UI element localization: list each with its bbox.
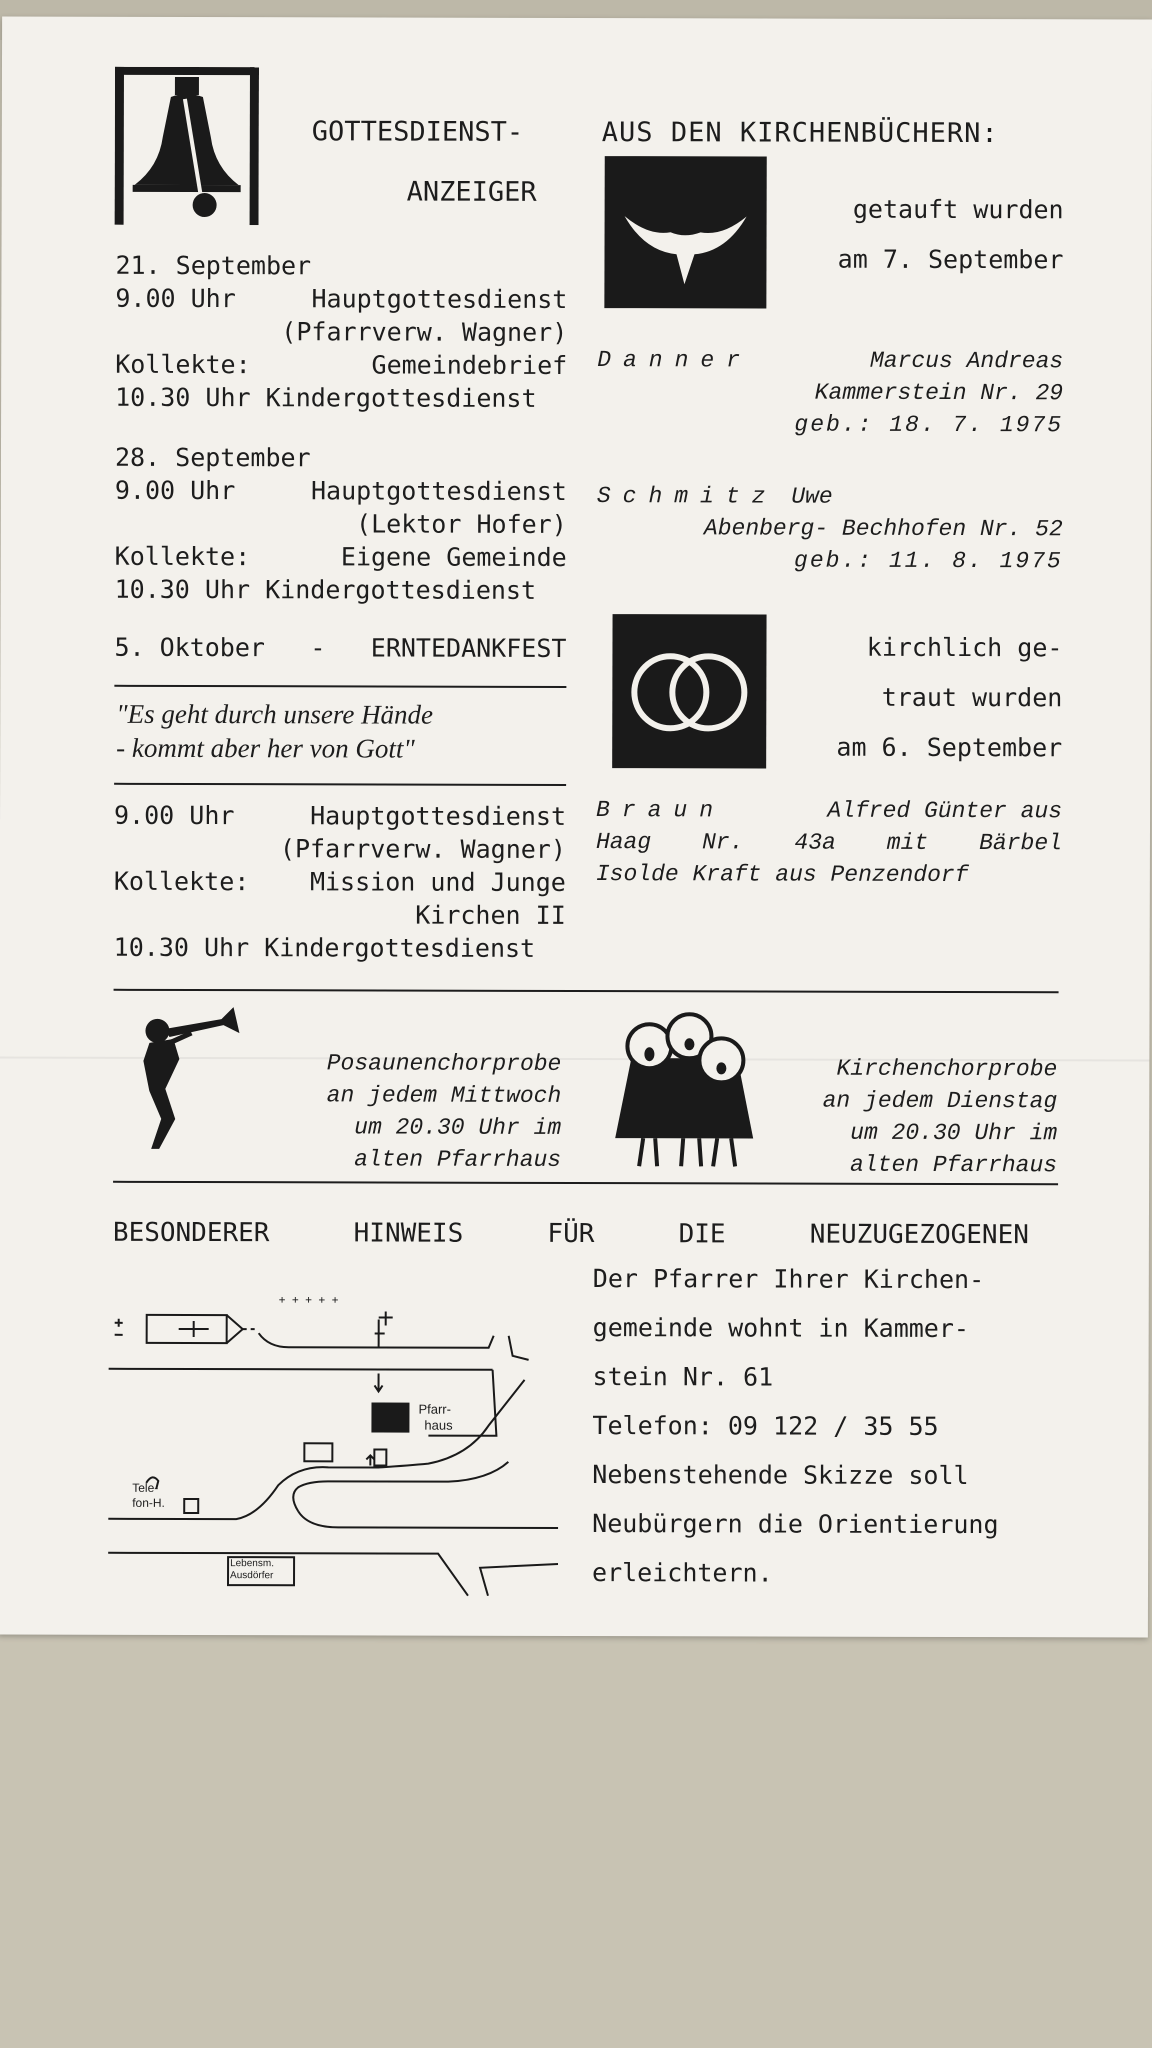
bell-icon: [115, 67, 259, 225]
choir-line-4: alten Pfarrhaus: [850, 1151, 1058, 1179]
notice-line: Nebenstehende Skizze soll: [592, 1460, 969, 1491]
grocery-label: [230, 1558, 274, 1582]
quote-line-1: "Es geht durch unsere Hände: [116, 698, 434, 730]
brass-line-2: an jedem Mittwoch: [326, 1082, 562, 1109]
notice-heading-word: NEUZUGEZOGENEN: [809, 1219, 1029, 1251]
wedding-line-3: Isolde Kraft aus Penzendorf: [595, 861, 969, 889]
wedding-word: Nr.: [702, 829, 744, 856]
wedding-word: Haag: [595, 829, 652, 856]
section-divider: [113, 1181, 1058, 1185]
service-leader: (Pfarrverw. Wagner): [281, 317, 568, 347]
service-leader: (Lektor Hofer): [356, 509, 567, 539]
harvest-date: 5. Oktober: [114, 632, 266, 663]
notice-line: Telefon: 09 122 / 35 55: [592, 1411, 939, 1441]
kids-service: 10.30 Uhr Kindergottesdienst: [113, 932, 536, 963]
service-time: 9.00 Uhr: [114, 475, 236, 506]
brass-line-1: Posaunenchorprobe: [326, 1050, 562, 1077]
notice-line: Neubürgern die Orientierung: [592, 1509, 999, 1540]
wedding-word: mit: [886, 829, 929, 856]
newsletter-page: [0, 16, 1152, 1637]
wedding-entry: [596, 794, 1062, 891]
phone-box-label: [132, 1481, 165, 1511]
choir-line-3: um 20.30 Uhr im: [850, 1119, 1058, 1147]
graveyard-marks: + + + + +: [278, 1293, 339, 1307]
collection-label: Kollekte:: [115, 349, 251, 380]
baptism-entry-2: [597, 480, 1063, 577]
notice-text: [592, 1254, 999, 1598]
notice-heading-word: DIE: [678, 1219, 726, 1250]
service-leader: (Pfarrverw. Wagner): [279, 834, 566, 864]
harvest-dash: -: [310, 633, 326, 663]
notice-heading: [113, 1217, 1029, 1252]
notice-line: stein Nr. 61: [592, 1362, 774, 1392]
notice-line: gemeinde wohnt in Kammer-: [592, 1313, 970, 1344]
service-time: 9.00 Uhr: [113, 800, 235, 831]
kids-service: 10.30 Uhr Kindergottesdienst: [115, 382, 537, 413]
service-date: 21. September: [115, 250, 312, 281]
pfarrhaus-label-1: Pfarr-: [418, 1401, 451, 1417]
brass-line-3: um 20.30 Uhr im: [354, 1114, 562, 1141]
notice-heading-word: HINWEIS: [353, 1218, 464, 1249]
collection-label: Kollekte:: [113, 866, 250, 897]
harvest-quote: [116, 697, 433, 766]
service-time: 9.00 Uhr: [115, 283, 236, 314]
wedding-word: Bärbel: [979, 830, 1062, 857]
entry-place: Abenberg- Bechhofen Nr. 52: [703, 515, 1063, 543]
brass-rehearsal: [259, 1047, 561, 1176]
kids-service: 10.30 Uhr Kindergottesdienst: [114, 574, 537, 605]
choir-line-2: an jedem Dienstag: [822, 1087, 1058, 1115]
books-title: AUS DEN KIRCHENBÜCHERN:: [601, 117, 999, 150]
baptism-heading-line-2: am 7. September: [837, 244, 1064, 275]
choir-line-1: Kirchenchorprobe: [836, 1055, 1058, 1083]
service-name: Hauptgottesdienst: [311, 284, 568, 314]
notice-line: erleichtern.: [592, 1558, 773, 1588]
service-date: 28. September: [114, 442, 311, 473]
divider: [114, 783, 566, 786]
collection-value: Eigene Gemeinde: [340, 542, 567, 572]
pfarrhaus-label-2: haus: [424, 1417, 453, 1433]
notice-heading-word: BESONDERER: [112, 1217, 270, 1249]
collection-value: Gemeindebrief: [371, 350, 568, 380]
service-block-1: [115, 249, 567, 415]
grocery-label-2: Ausdörfer: [230, 1570, 274, 1582]
wedding-heading-line-1: kirchlich ge-: [866, 632, 1063, 663]
entry-surname: Danner: [597, 347, 753, 374]
title-line-1: GOTTESDIENST-: [311, 116, 524, 148]
location-sketch-map: [108, 1275, 559, 1616]
harvest-name: ERNTEDANKFEST: [370, 633, 567, 663]
entry-given: Uwe: [791, 483, 833, 510]
rings-icon: [612, 614, 766, 768]
wedding-word: 43a: [794, 829, 836, 856]
entry-born: geb.: 18. 7. 1975: [794, 411, 1064, 439]
wedding-heading: [790, 623, 1062, 774]
harvest-header: [114, 631, 566, 665]
wedding-heading-line-2: traut wurden: [881, 682, 1063, 713]
collection-label: Kollekte:: [114, 541, 251, 572]
entry-surname: Schmitz: [596, 483, 778, 510]
baptism-heading-line-1: getauft wurden: [852, 194, 1064, 225]
service-name: Hauptgottesdienst: [310, 476, 567, 506]
baptism-heading: [791, 185, 1063, 286]
brass-line-4: alten Pfarrhaus: [354, 1146, 562, 1173]
trumpet-player-icon: [129, 999, 249, 1159]
wedding-surname: Braun: [596, 797, 726, 824]
choir-rehearsal: [759, 1052, 1057, 1181]
baptism-entry-1: [597, 344, 1063, 441]
phone-label-1: Tele-: [132, 1480, 159, 1495]
notice-heading-word: FÜR: [547, 1218, 595, 1250]
wedding-heading-line-3: am 6. September: [836, 732, 1063, 763]
grocery-label-1: Lebensm.: [230, 1558, 275, 1570]
choir-singers-icon: [609, 998, 759, 1170]
pfarrhaus-label: [418, 1402, 452, 1434]
service-name: Hauptgottesdienst: [310, 801, 567, 831]
collection-value: Mission und Junge: [309, 867, 566, 897]
entry-born: geb.: 11. 8. 1975: [794, 547, 1063, 575]
collection-value-2: Kirchen II: [415, 900, 566, 930]
wedding-line-1-rest: Alfred Günter aus: [827, 797, 1063, 825]
dove-icon: [604, 156, 766, 308]
section-divider: [114, 989, 1059, 993]
notice-line: Der Pfarrer Ihrer Kirchen-: [592, 1264, 985, 1295]
entry-place: Kammerstein Nr. 29: [814, 379, 1064, 407]
phone-label-2: fon-H.: [132, 1495, 165, 1510]
harvest-service: [114, 799, 566, 965]
service-block-2: [115, 441, 567, 607]
quote-line-2: - kommt aber her von Gott": [116, 732, 415, 764]
entry-given: Marcus Andreas: [869, 347, 1064, 375]
divider: [114, 685, 566, 688]
title-line-2: ANZEIGER: [406, 176, 537, 208]
